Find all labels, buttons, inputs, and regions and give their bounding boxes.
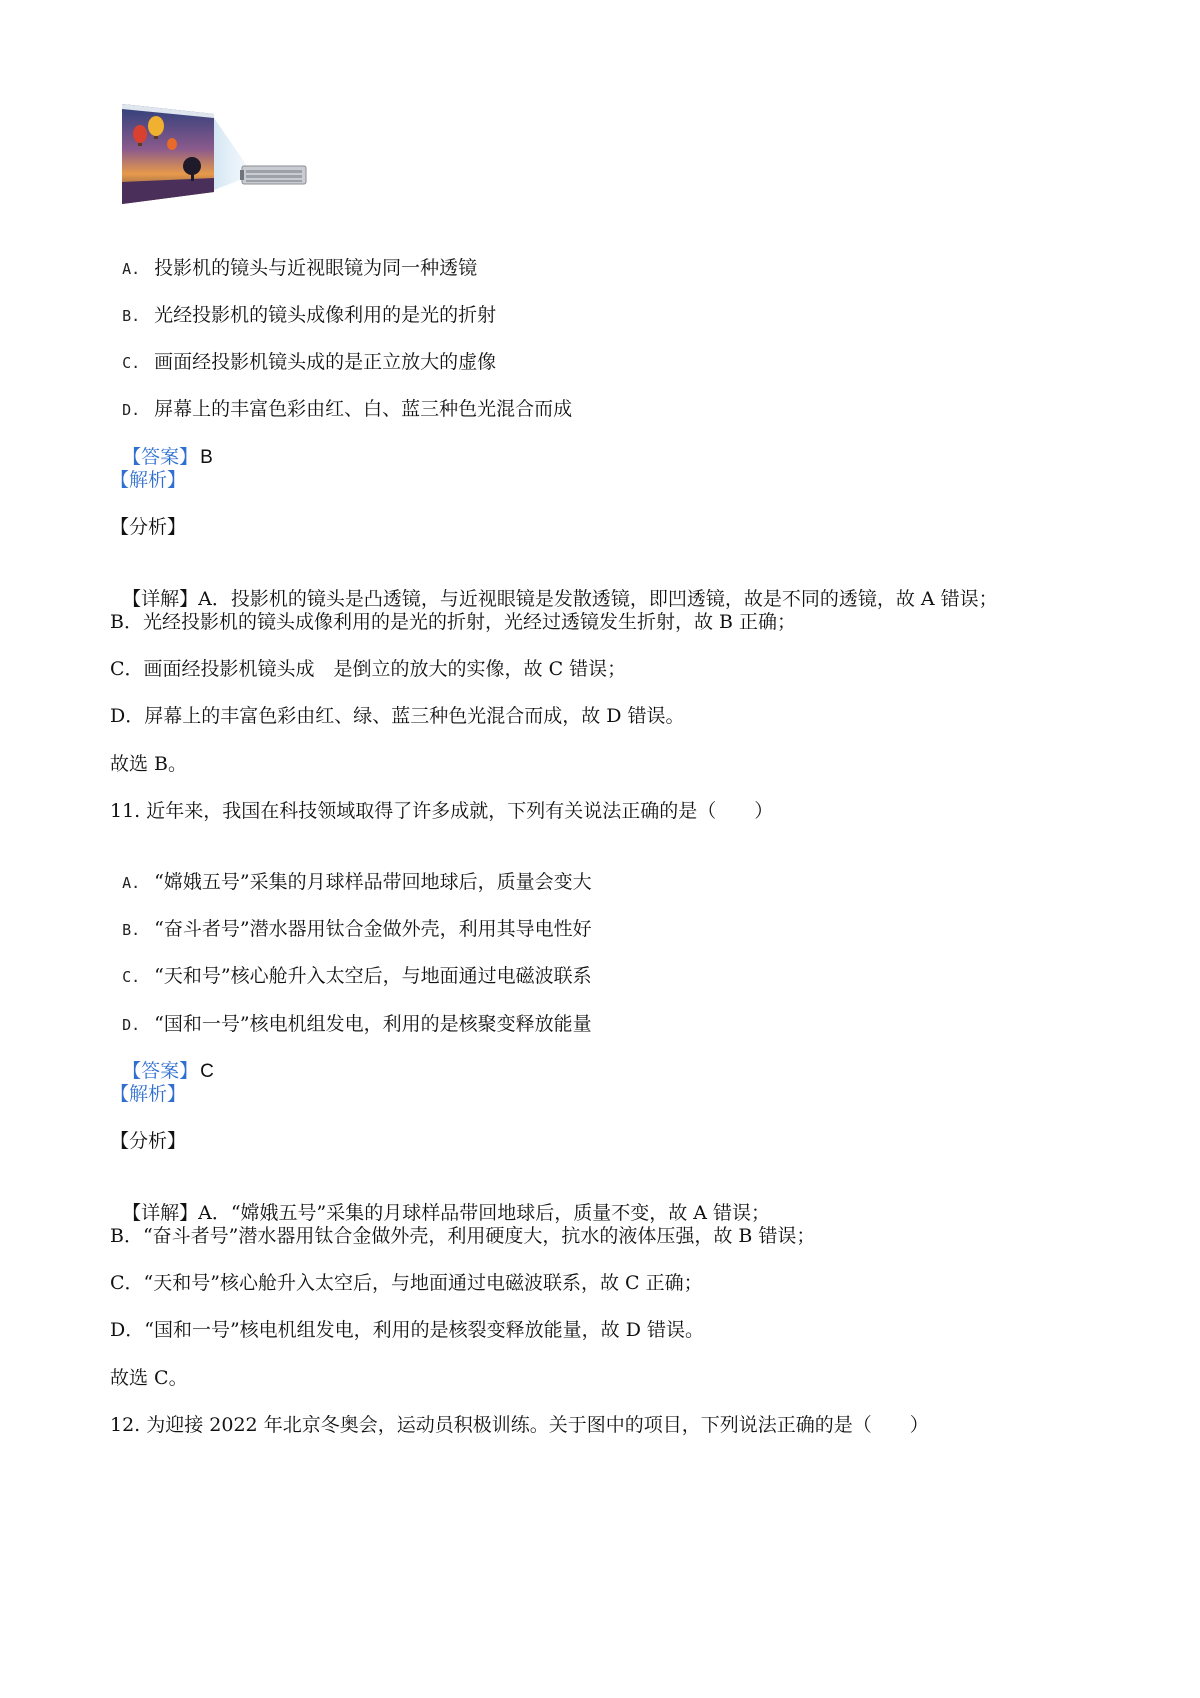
answer-label: 【答案】 [122,1060,199,1082]
option-text: 投影机的镜头与近视眼镜为同一种透镜 [154,257,478,279]
projector-screen-image [122,104,312,212]
detail-label: 【详解】 [122,1202,199,1224]
q10-detail-line-1 [110,563,998,611]
q12-stem: 12. 为迎接 2022 年北京冬奥会，运动员积极训练。关于图中的项目，下列说法正确的是（ ） [110,1414,929,1436]
q10-detail-line-2: B．光经投影机的镜头成像利用的是光的折射，光经过透镜发生折射，故 B 正确； [110,611,797,633]
detail-text: A．投影机的镜头是凸透镜，与近视眼镜是发散透镜，即凹透镜，故是不同的透镜，故 A 错误； [198,588,998,610]
balloon [148,116,164,136]
q10-detail-line-3: C．画面经投影机镜头成 是倒立的放大的实像，故 C 错误； [110,658,627,680]
q11-stem: 11. 近年来，我国在科技领域取得了许多成就，下列有关说法正确的是（ ） [110,800,774,822]
option-letter: A. [122,874,141,892]
q11-option-a [110,846,592,895]
option-letter: C. [122,968,141,986]
option-letter: D. [122,1016,141,1034]
option-letter: B. [122,307,141,325]
q10-option-a [110,232,477,281]
q11-detail-line-4: D．“国和一号”核电机组发电，利用的是核裂变释放能量，故 D 错误。 [110,1319,704,1341]
q10-fenxi-label: 【分析】 [110,516,187,538]
option-text: “嫦娥五号”采集的月球样品带回地球后，质量会变大 [154,871,592,893]
option-text: 光经投影机的镜头成像利用的是光的折射 [154,304,497,326]
q10-option-b [110,279,496,328]
q11-option-c [110,940,592,989]
q11-detail-line-3: C．“天和号”核心舱升入太空后，与地面通过电磁波联系，故 C 正确； [110,1272,703,1294]
q11-answer [110,1035,214,1084]
q10-analysis-label: 【解析】 [110,469,187,491]
detail-label: 【详解】 [122,588,199,610]
q11-detail-line-1 [110,1177,770,1225]
option-letter: A. [122,260,141,278]
q10-option-c [110,326,496,375]
option-letter: C. [122,354,141,372]
q11-conclusion: 故选 C。 [110,1367,188,1389]
q11-analysis-label: 【解析】 [110,1083,187,1105]
option-text: “奋斗者号”潜水器用钛合金做外壳，利用其导电性好 [154,918,592,940]
detail-text: A．“嫦娥五号”采集的月球样品带回地球后，质量不变，故 A 错误； [198,1202,771,1224]
option-letter: D. [122,401,141,419]
q11-option-d [110,988,592,1037]
q11-fenxi-label: 【分析】 [110,1130,187,1152]
answer-label: 【答案】 [122,446,199,468]
option-text: 画面经投影机镜头成的是正立放大的虚像 [154,351,497,373]
answer-value: C [200,1061,214,1082]
q10-detail-line-4: D．屏幕上的丰富色彩由红、绿、蓝三种色光混合而成，故 D 错误。 [110,705,685,727]
option-letter: B. [122,921,141,939]
q11-detail-line-2: B．“奋斗者号”潜水器用钛合金做外壳，利用硬度大，抗水的液体压强，故 B 错误； [110,1225,816,1247]
q10-conclusion: 故选 B。 [110,753,188,775]
option-text: “天和号”核心舱升入太空后，与地面通过电磁波联系 [154,965,592,987]
balloon [133,125,147,143]
answer-value: B [200,447,213,468]
q10-option-d [110,373,572,422]
q10-answer [110,421,213,470]
projector-figure [122,104,312,212]
option-text: “国和一号”核电机组发电，利用的是核聚变释放能量 [154,1013,592,1035]
option-text: 屏幕上的丰富色彩由红、白、蓝三种色光混合而成 [154,398,573,420]
q11-option-b [110,893,592,942]
